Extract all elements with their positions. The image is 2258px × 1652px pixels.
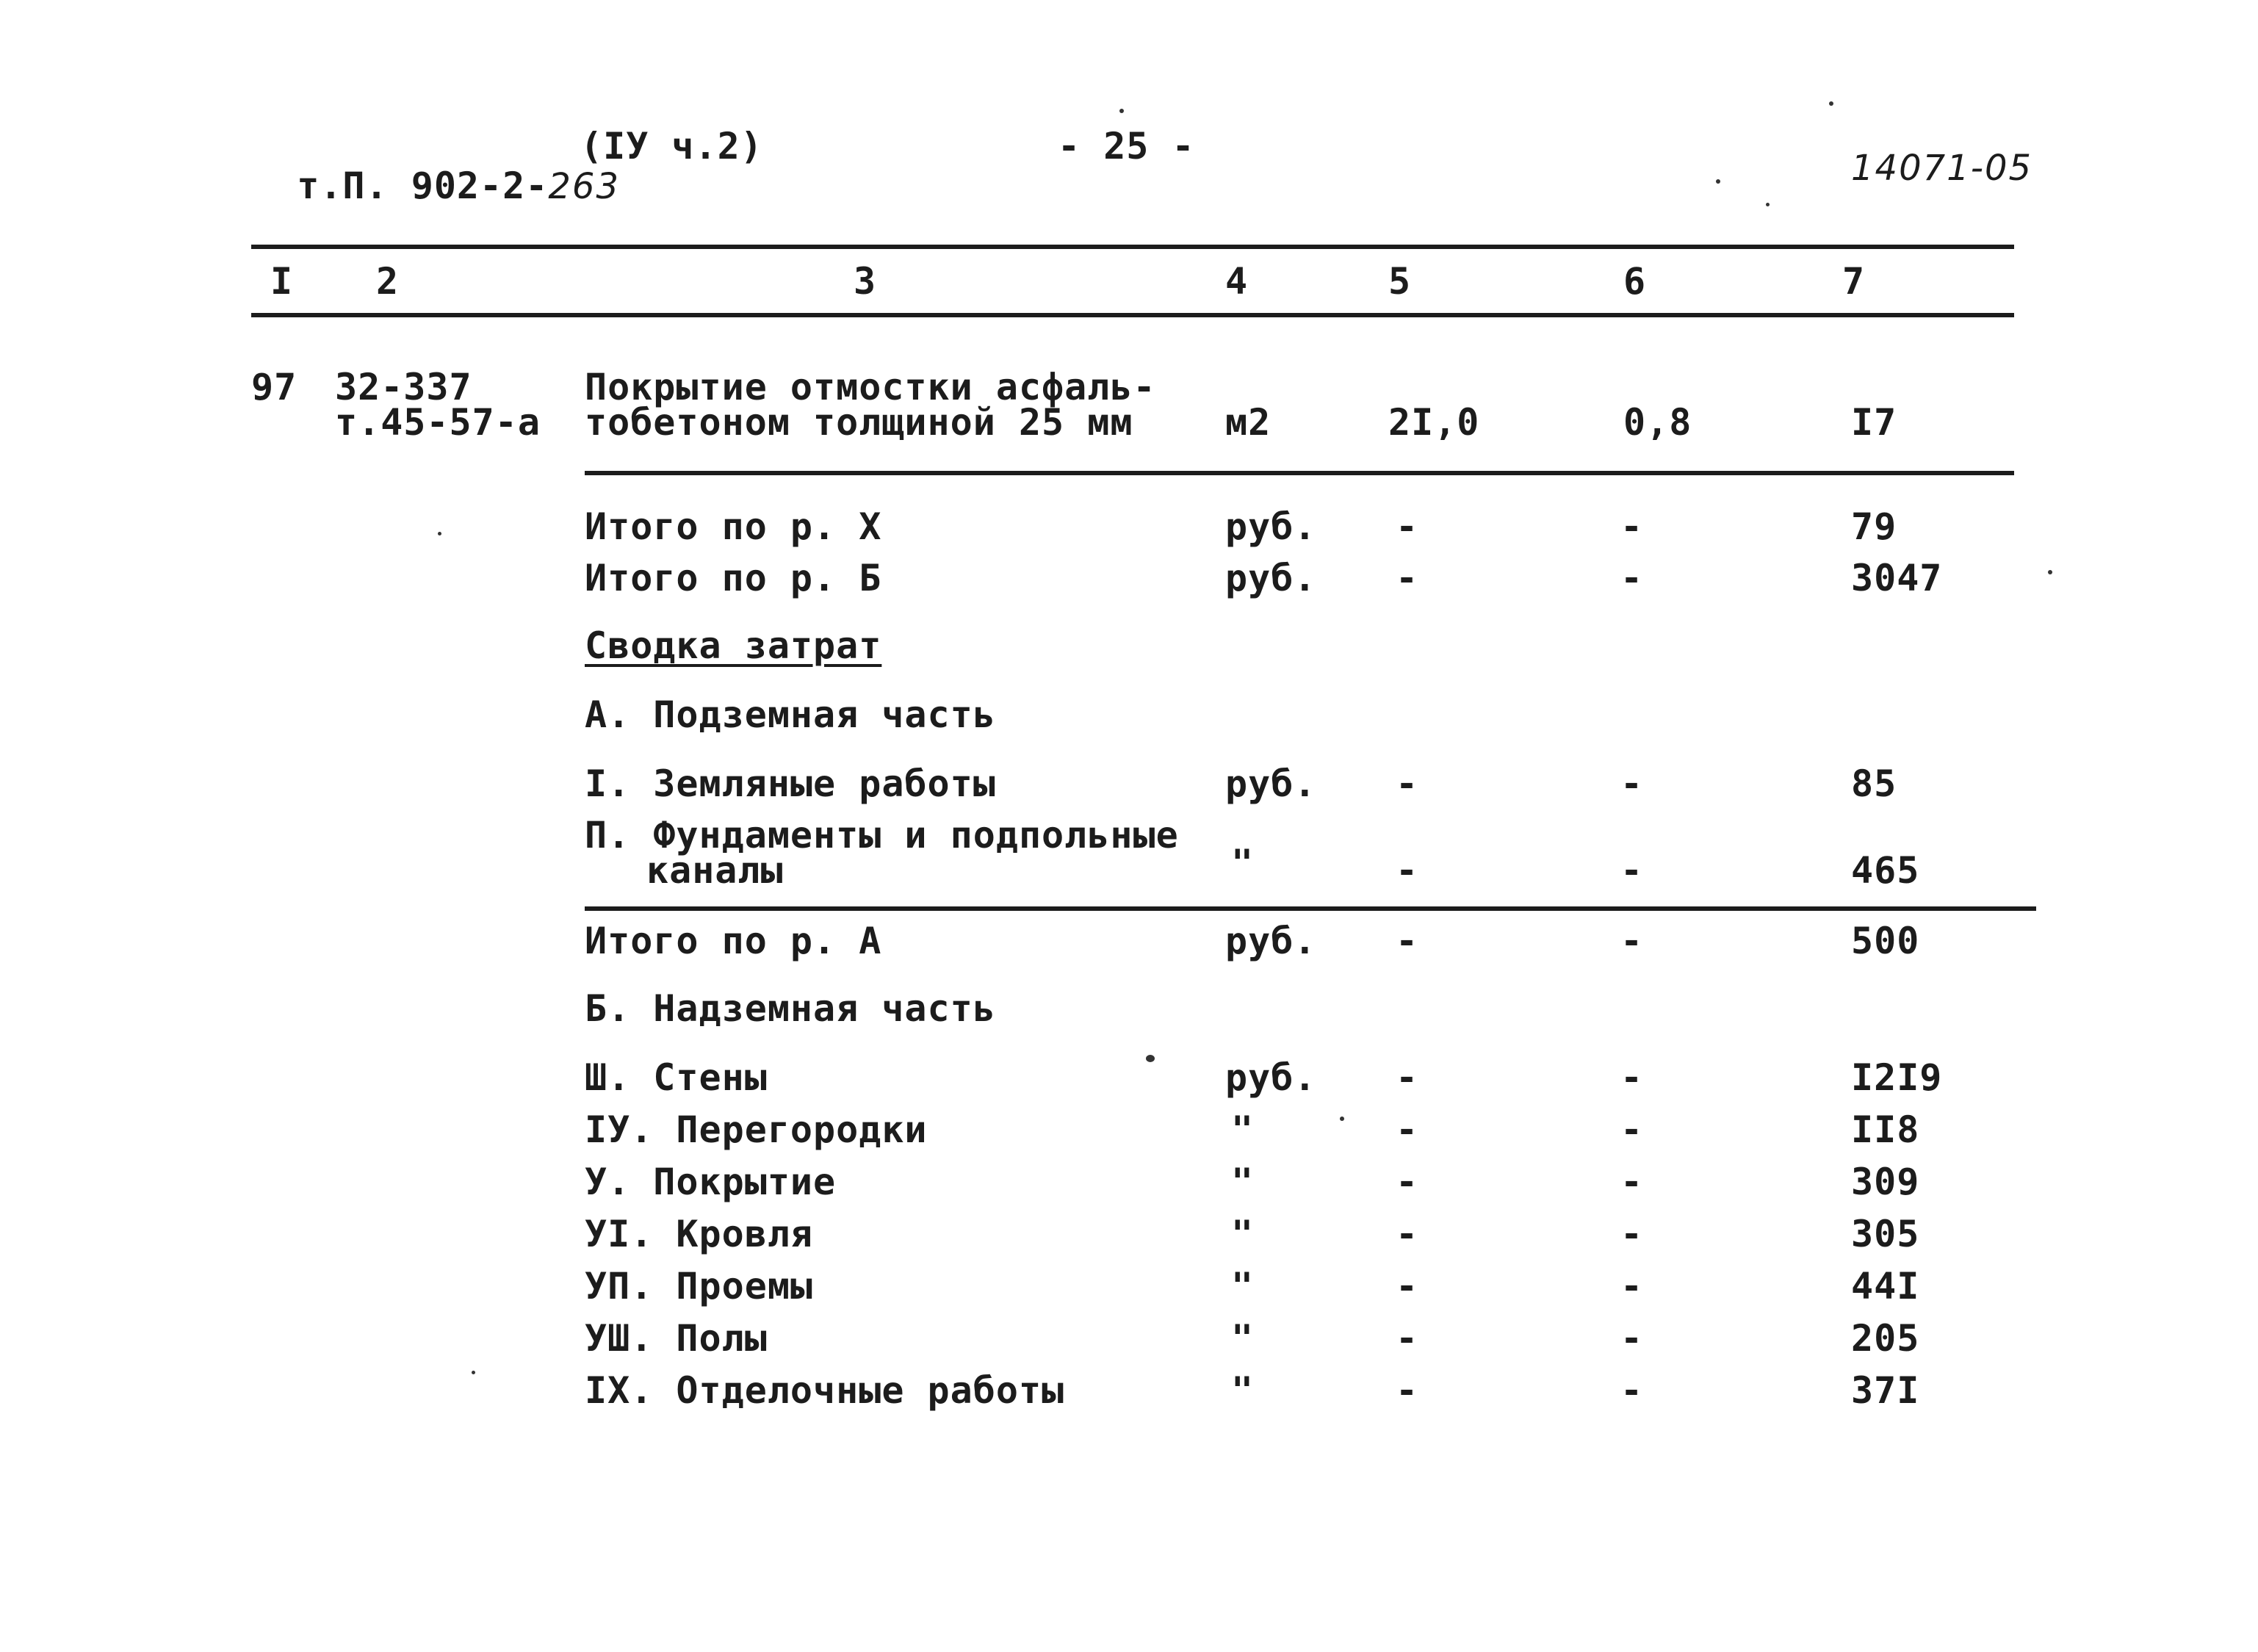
section-b-row-5-label: УП. Проемы (585, 1265, 814, 1307)
subtotal-b-col5: - (1396, 557, 1419, 599)
document-code-typed: т.П. 902-2- (297, 165, 549, 207)
section-b-row-3-col6: - (1620, 1161, 1644, 1203)
section-b-row-6-unit: " (1231, 1317, 1255, 1360)
scan-speck (1119, 109, 1124, 113)
section-a-row-1-col5: - (1396, 762, 1419, 805)
section-b-row-3-label: У. Покрытие (585, 1161, 837, 1203)
section-a-row-1-total: 85 (1851, 762, 1897, 805)
row-97-code-line1: 32-337 (335, 366, 472, 408)
section-b-row-7-col5: - (1396, 1369, 1419, 1412)
section-b-row-7-label: IX. Отделочные работы (585, 1369, 1065, 1412)
section-b-row-5-total: 44I (1851, 1265, 1920, 1307)
section-b-row-4-label: УI. Кровля (585, 1213, 814, 1255)
section-b-row-7-col6: - (1620, 1369, 1644, 1412)
section-b-row-2-col6: - (1620, 1108, 1644, 1151)
section-a-row-1-label: I. Земляные работы (585, 762, 996, 805)
section-a-total-col6: - (1620, 920, 1644, 962)
subtotal-b-label: Итого по р. Б (585, 557, 882, 599)
section-b-row-2-col5: - (1396, 1108, 1419, 1151)
row-97-quantity: 2I,0 (1388, 401, 1480, 444)
section-a-row-1-unit: руб. (1225, 762, 1317, 805)
row-97-desc-line2: тобетоном толщиной 25 мм (585, 401, 1133, 444)
scan-speck (1146, 1055, 1155, 1062)
section-a-total-value: 500 (1851, 920, 1920, 962)
section-a-row-2-col5: - (1396, 849, 1419, 892)
col-header-3: 3 (854, 260, 877, 303)
document-code-handwritten: 263 (548, 166, 620, 207)
summary-title: Сводка затрат (585, 624, 882, 667)
section-a-total-label: Итого по р. А (585, 920, 882, 962)
scan-speck (438, 532, 441, 535)
col-header-4: 4 (1225, 260, 1249, 303)
col-header-2: 2 (376, 260, 400, 303)
header-bottom-rule (251, 313, 2014, 317)
section-a-total-unit: руб. (1225, 920, 1317, 962)
scan-speck (472, 1371, 475, 1374)
section-b-row-4-unit: " (1231, 1213, 1255, 1255)
document-part: (IУ ч.2) (580, 125, 763, 167)
scan-speck (1716, 179, 1720, 184)
section-b-row-3-col5: - (1396, 1161, 1419, 1203)
subtotal-b-unit: руб. (1225, 557, 1317, 599)
row-97-unit: м2 (1225, 401, 1272, 444)
section-b-row-3-unit: " (1231, 1161, 1255, 1203)
section-a-total-col5: - (1396, 920, 1419, 962)
section-b-row-6-total: 205 (1851, 1317, 1920, 1360)
subtotal-x-unit: руб. (1225, 505, 1317, 548)
subtotal-x-col5: - (1396, 505, 1419, 548)
scan-speck (2048, 570, 2052, 574)
section-a-title: А. Подземная часть (585, 693, 996, 736)
section-b-row-6-label: УШ. Полы (585, 1317, 768, 1360)
section-b-row-1-col5: - (1396, 1056, 1419, 1099)
subtotal-x-label: Итого по р. Х (585, 505, 882, 548)
section-b-row-2-label: IУ. Перегородки (585, 1108, 928, 1151)
section-b-row-1-total: I2I9 (1851, 1056, 1943, 1099)
row-97-number: 97 (251, 366, 297, 408)
section-b-row-5-col5: - (1396, 1265, 1419, 1307)
col-header-6: 6 (1623, 260, 1647, 303)
row-97-desc-line1: Покрытие отмостки асфаль- (585, 366, 1156, 408)
section-b-title: Б. Надземная часть (585, 987, 996, 1030)
section-b-row-2-total: II8 (1851, 1108, 1920, 1151)
header-top-rule (251, 245, 2014, 249)
row-97-code-line2: т.45-57-а (335, 401, 541, 444)
section-b-row-7-unit: " (1231, 1369, 1255, 1412)
section-b-row-5-unit: " (1231, 1265, 1255, 1307)
section-b-row-7-total: 37I (1851, 1369, 1920, 1412)
row-97-total: I7 (1851, 401, 1897, 444)
section-a-row-2-label-line1: П. Фундаменты и подпольные (585, 814, 1179, 856)
section-b-row-5-col6: - (1620, 1265, 1644, 1307)
section-b-row-1-unit: руб. (1225, 1056, 1317, 1099)
section-a-row-2-col6: - (1620, 849, 1644, 892)
section-a-row-2-unit: " (1231, 842, 1255, 884)
subtotal-b-total: 3047 (1851, 557, 1943, 599)
section-a-row-2-label-line2: каналы (646, 849, 784, 892)
row-97-price: 0,8 (1623, 401, 1692, 444)
section-a-total-rule (585, 906, 2036, 911)
scan-speck (1340, 1117, 1344, 1121)
col-header-7: 7 (1842, 260, 1866, 303)
section-b-row-1-label: Ш. Стены (585, 1056, 768, 1099)
col-header-1: I (270, 260, 294, 303)
subtotal-b-col6: - (1620, 557, 1644, 599)
archive-number: 14071-05 (1851, 148, 2033, 189)
section-b-row-3-total: 309 (1851, 1161, 1920, 1203)
subtotal-x-total: 79 (1851, 505, 1897, 548)
section-a-row-1-col6: - (1620, 762, 1644, 805)
col-header-5: 5 (1388, 260, 1412, 303)
section-b-row-4-col5: - (1396, 1213, 1419, 1255)
page-number: - 25 - (1058, 125, 1195, 167)
section-a-row-2-total: 465 (1851, 849, 1920, 892)
subtotal-x-col6: - (1620, 505, 1644, 548)
subtotal-rule (585, 471, 2014, 475)
section-b-row-1-col6: - (1620, 1056, 1644, 1099)
section-b-row-4-total: 305 (1851, 1213, 1920, 1255)
section-b-row-2-unit: " (1231, 1108, 1255, 1151)
section-b-row-6-col6: - (1620, 1317, 1644, 1360)
scan-speck (1766, 203, 1770, 206)
document-code (251, 126, 620, 206)
scan-speck (1829, 101, 1833, 106)
section-b-row-6-col5: - (1396, 1317, 1419, 1360)
section-b-row-4-col6: - (1620, 1213, 1644, 1255)
